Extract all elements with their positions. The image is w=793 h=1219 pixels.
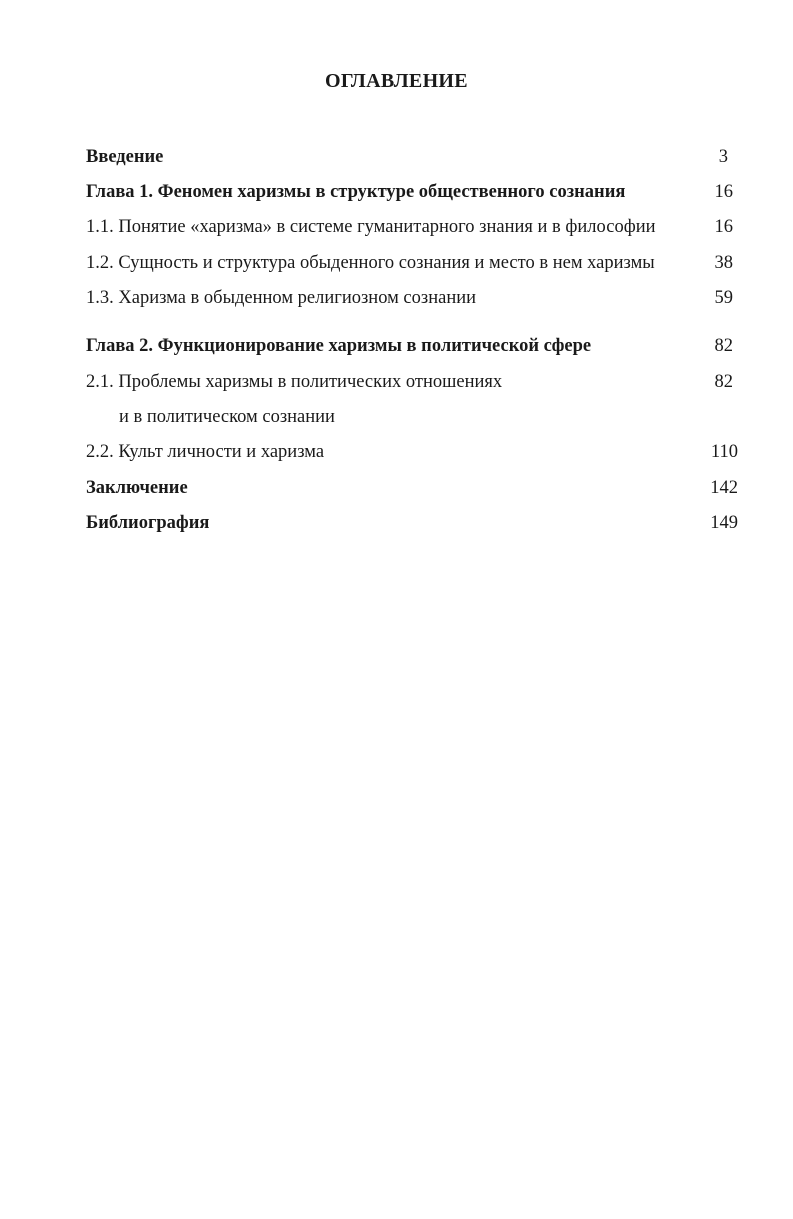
toc-entry-label: Введение (86, 147, 164, 167)
toc-entry-label: 1.3. Харизма в обыденном религиозном сознании (86, 288, 477, 308)
toc-entry-page: 16 (714, 217, 733, 237)
toc-entry-page: 142 (710, 478, 738, 498)
toc-entry-conclusion (86, 476, 738, 500)
toc-entry-page: 149 (710, 513, 738, 533)
toc-entry-chapter-1 (86, 180, 738, 204)
toc-entry-page: 59 (714, 288, 733, 308)
toc-entry-label: 2.1. Проблемы харизмы в политических отношениях (86, 372, 503, 392)
toc-entry-bibliography (86, 511, 738, 535)
toc-entry-page: 110 (710, 442, 738, 462)
toc-title: ОГЛАВЛЕНИЕ (325, 70, 468, 92)
toc-entry-section-1-3 (86, 286, 738, 310)
toc-entry-label: Глава 1. Феномен харизмы в структуре общественного сознания (86, 182, 626, 202)
toc-entry-label: 1.2. Сущность и структура обыденного сознания и место в нем харизмы (86, 253, 655, 273)
toc-entry-label: 1.1. Понятие «харизма» в системе гуманитарного знания и в философии (86, 217, 656, 237)
toc-entry-page: 82 (714, 372, 733, 392)
toc-entry-label: Библиография (86, 513, 210, 533)
toc-entry-label: Заключение (86, 478, 188, 498)
toc-entry-page: 3 (718, 147, 728, 167)
toc-entry-label: 2.2. Культ личности и харизма (86, 442, 325, 462)
toc-entry-page: 82 (714, 336, 733, 356)
toc-entry-chapter-2 (86, 334, 738, 358)
toc-entry-section-2-1 (86, 370, 738, 394)
toc-entry-section-1-1 (86, 215, 738, 239)
toc-entry-introduction (86, 145, 738, 169)
toc-entry-section-2-1-continued (86, 405, 738, 429)
toc-entry-page: 38 (714, 253, 733, 273)
toc-entry-page: 16 (714, 182, 733, 202)
toc-entry-section-1-2 (86, 251, 738, 275)
toc-entry-label: Глава 2. Функционирование харизмы в политической сфере (86, 336, 592, 356)
toc-entry-section-2-2 (86, 440, 738, 464)
toc-entry-label: и в политическом сознании (119, 407, 335, 427)
